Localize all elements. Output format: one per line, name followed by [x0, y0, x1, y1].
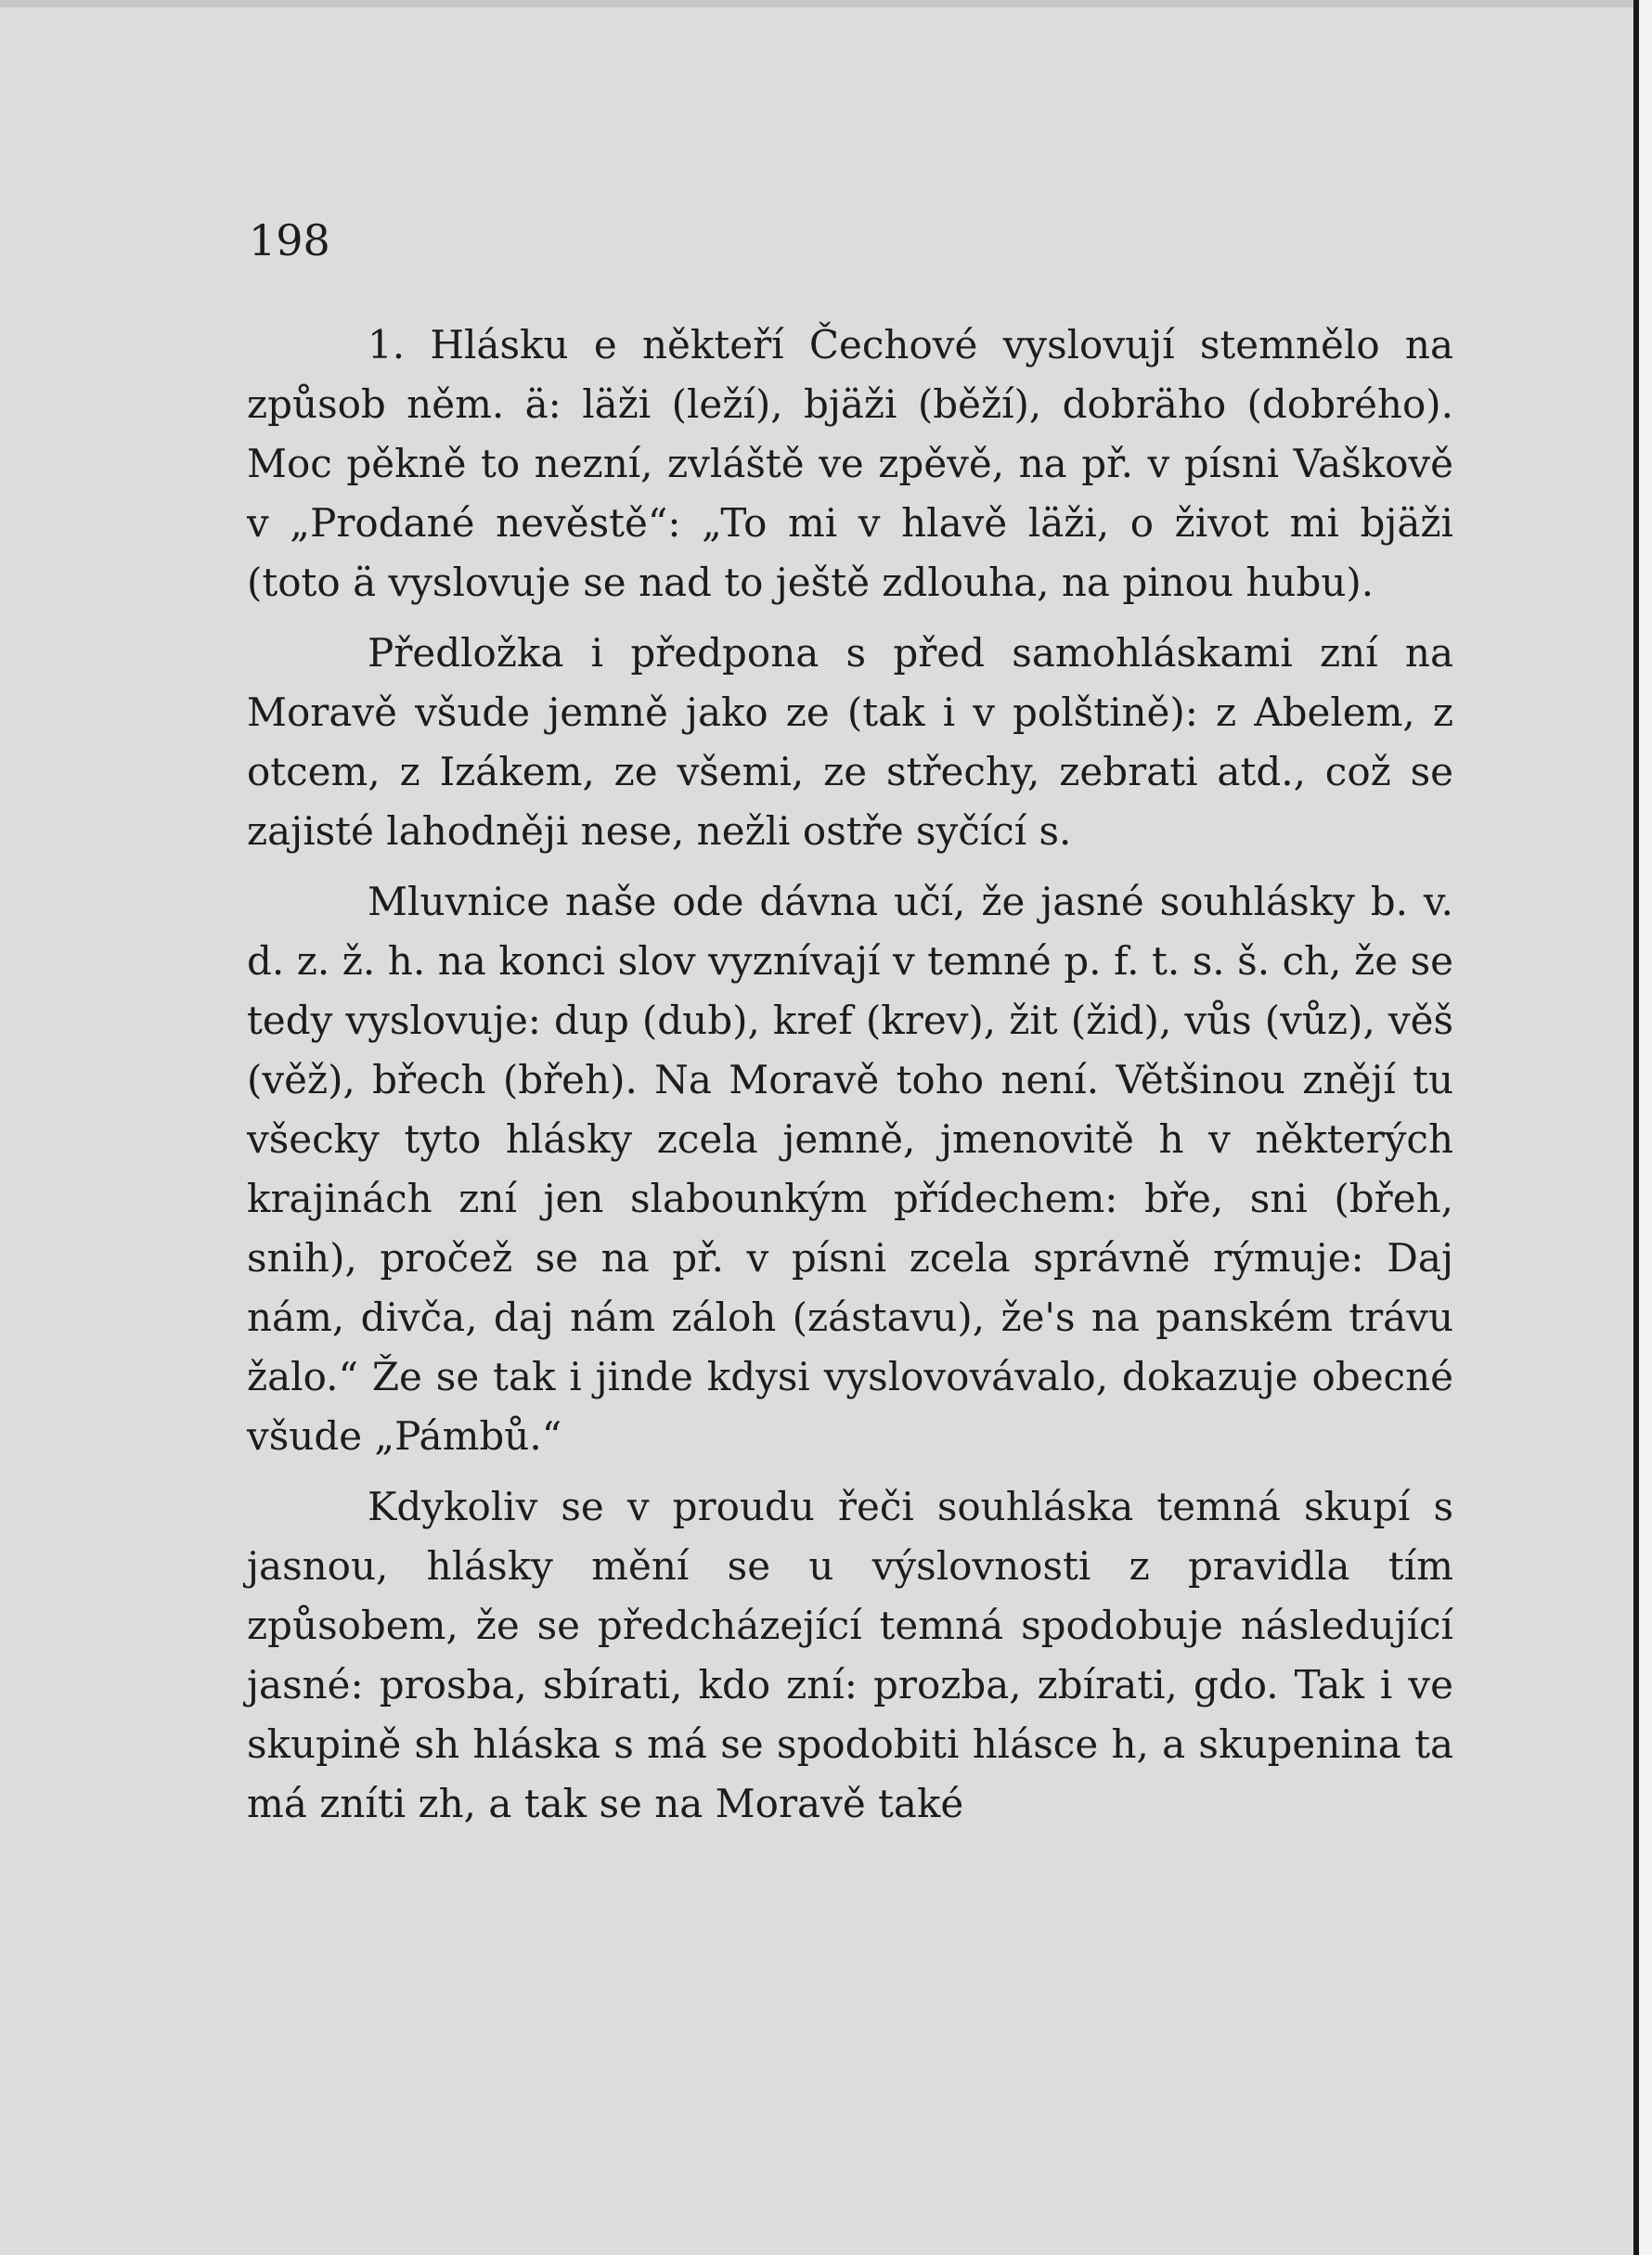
- body-text: [247, 316, 1453, 1834]
- paragraph-2: Předložka i předpona s před samohláskami zní na Moravě všude jemně jako ze (tak i v polštině): z Abelem, z otcem, z Izákem, ze všemi, ze střechy, zebrati atd., což se zajisté lahodněji nese, nežli ostře syčící s.: [247, 630, 1453, 854]
- page-top-edge: [0, 0, 1652, 7]
- page-binding-edge: [1633, 0, 1652, 2255]
- page-number: 198: [249, 215, 330, 265]
- paragraph-1: 1. Hlásku e někteří Čechové vyslovují stemnělo na způsob něm. ä: läži (leží), bjäži (běží), dobräho (dobrého). Moc pěkně to nezní, zvláště ve zpěvě, na př. v písni Vaškově v „Prodané nevěstě“: „To mi v hlavě läži, o život mi bjäži (toto ä vyslovuje se nad to ještě zdlouha, na pinou hubu).: [247, 322, 1453, 605]
- paragraph-4: Kdykoliv se v proudu řeči souhláska temná skupí s jasnou, hlásky mění se u výslovnosti z pravidla tím způsobem, že se předcházející temná spodobuje následující jasné: prosba, sbírati, kdo zní: prozba, zbírati, gdo. Tak i ve skupině sh hláska s má se spodobiti hlásce h, a skupenina ta má zníti zh, a tak se na Moravě také: [247, 1484, 1453, 1826]
- paragraph-3: Mluvnice naše ode dávna učí, že jasné souhlásky b. v. d. z. ž. h. na konci slov vyznívají v temné p. f. t. s. š. ch, že se tedy vyslovuje: dup (dub), kref (krev), žit (žid), vůs (vůz), věš (věž), břech (břeh). Na Moravě toho není. Většinou znějí tu všecky tyto hlásky zcela jemně, jmenovitě h v některých krajinách zní jen slabounkým přídechem: bře, sni (břeh, snih), pročež se na př. v písni zcela správně rýmuje: Daj nám, divča, daj nám záloh (zástavu), že's na panském trávu žalo.“ Že se tak i jinde kdysi vyslovovávalo, dokazuje obecné všude „Pámbů.“: [247, 879, 1453, 1459]
